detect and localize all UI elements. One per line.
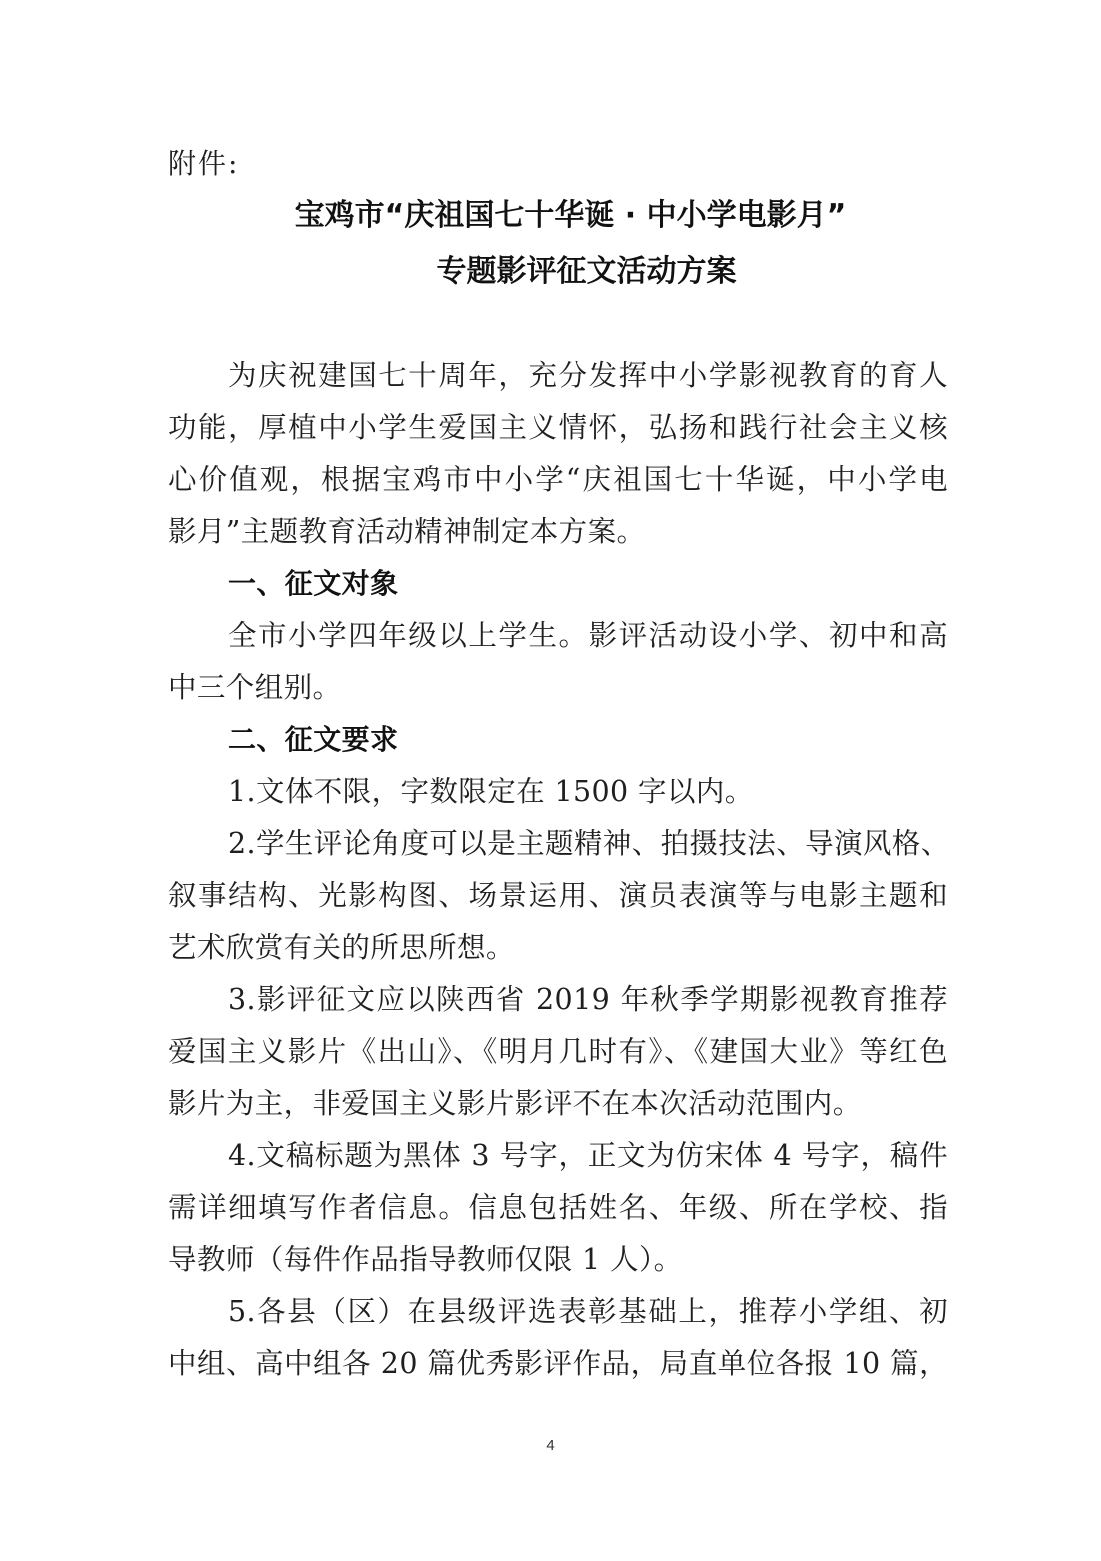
body-line: 爱国主义影片《出山》、《明月几时有》、《建国大业》等红色 [168,1035,948,1068]
body-line: 4.文稿标题为黑体 3 号字，正文为仿宋体 4 号字，稿件 [228,1139,948,1172]
body-line: 导教师（每件作品指导教师仅限 1 人）。 [168,1243,683,1276]
section-heading-1: 一、征文对象 [228,567,399,600]
section-heading-2: 二、征文要求 [228,723,399,756]
body-line: 叙事结构、光影构图、场景运用、演员表演等与电影主题和 [168,879,948,912]
body-line: 需详细填写作者信息。信息包括姓名、年级、所在学校、指 [168,1191,948,1224]
body-line: 艺术欣赏有关的所思所想。 [168,931,515,964]
body-line: 中三个组别。 [168,671,342,704]
body-line: 中组、高中组各 20 篇优秀影评作品，局直单位各报 10 篇， [168,1347,948,1380]
attachment-label: 附件: [168,147,240,180]
body-line: 2.学生评论角度可以是主题精神、拍摄技法、导演风格、 [228,827,950,860]
body-line: 功能，厚植中小学生爱国主义情怀，弘扬和践行社会主义核 [168,411,948,444]
document-title-line-2: 专题影评征文活动方案 [436,254,737,289]
body-line: 心价值观，根据宝鸡市中小学“庆祖国七十华诞，中小学电 [168,463,948,496]
body-line: 影片为主，非爱国主义影片影评不在本次活动范围内。 [168,1087,862,1120]
page-number: 4 [546,1437,555,1454]
body-line: 全市小学四年级以上学生。影评活动设小学、初中和高 [228,619,948,652]
document-title-line-1: 宝鸡市“庆祖国七十华诞 · 中小学电影月” [294,198,847,233]
body-line: 影月”主题教育活动精神制定本方案。 [168,515,646,548]
body-line: 3.影评征文应以陕西省 2019 年秋季学期影视教育推荐 [228,983,948,1016]
body-line: 5.各县（区）在县级评选表彰基础上，推荐小学组、初 [228,1295,948,1328]
body-line: 为庆祝建国七十周年，充分发挥中小学影视教育的育人 [228,359,948,392]
body-line: 1.文体不限，字数限定在 1500 字以内。 [228,775,754,808]
